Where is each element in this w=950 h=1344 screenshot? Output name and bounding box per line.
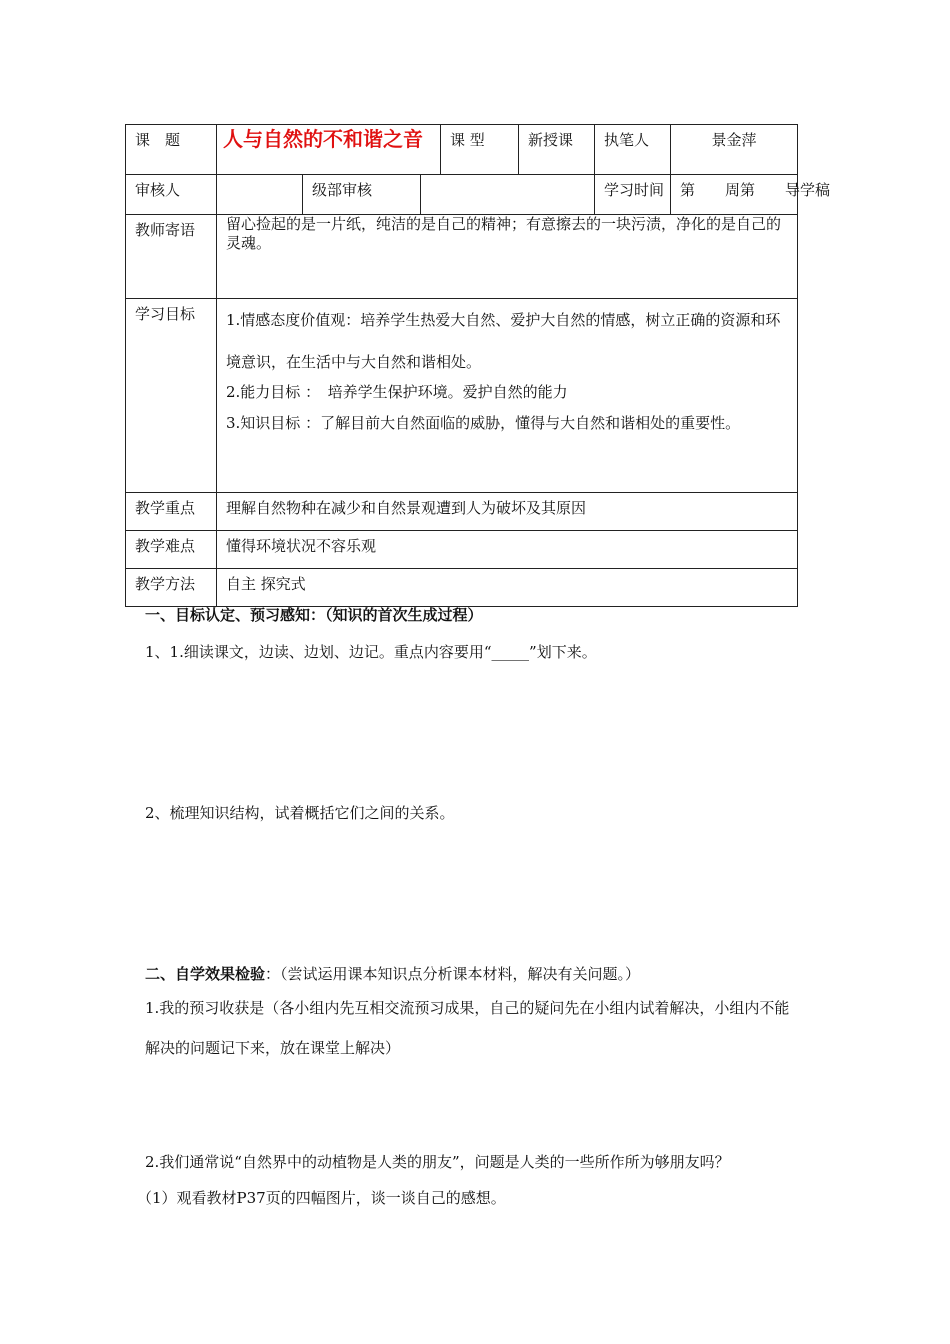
section-1-heading: 一、目标认定、预习感知：（知识的首次生成过程） [145, 606, 483, 624]
section-2-question-1: 1.我的预习收获是（各小组内先互相交流预习成果，自己的疑问先在小组内试着解决，小组内不能解决的问题记下来，放在课堂上解决） [145, 999, 790, 1057]
section-2-question-2: 2.我们通常说“自然界中的动植物是人类的朋友”，问题是人类的一些所作所为够朋友吗？ [145, 1153, 730, 1171]
dept-review-label: 级部审核 [303, 175, 421, 215]
teacher-message: 留心捡起的是一片纸，纯洁的是自己的精神；有意擦去的一块污渍，净化的是自己的灵魂。 [217, 215, 798, 299]
section-1-item-2: 2、梳理知识结构，试着概括它们之间的关系。 [145, 804, 455, 822]
section-2-heading [145, 963, 640, 984]
message-label: 教师寄语 [126, 215, 217, 299]
method-text: 自主 探究式 [217, 569, 798, 607]
reviewer-value [217, 175, 303, 215]
difficulty-label: 教学难点 [126, 531, 217, 569]
lesson-info-table [125, 124, 831, 607]
goal-2: 2.能力目标 ： 培养学生保护环境。爱护自然的能力 [226, 383, 568, 401]
author-label: 执笔人 [595, 125, 671, 175]
table-row [126, 531, 798, 569]
topic-label: 课 题 [126, 125, 217, 175]
key-points-text: 理解自然物种在减少和自然景观遭到人为破坏及其原因 [217, 493, 798, 531]
table-row [126, 125, 798, 175]
type-value: 新授课 [519, 125, 595, 175]
key-points-label: 教学重点 [126, 493, 217, 531]
method-label: 教学方法 [126, 569, 217, 607]
dept-review-value [421, 175, 595, 215]
goal-3: 3.知识目标 ：了解目前大自然面临的威胁，懂得与大自然和谐相处的重要性。 [226, 413, 741, 432]
goals-label: 学习目标 [126, 299, 217, 493]
table-row [126, 493, 798, 531]
section-1-item-1: 1、1.细读课文，边读、边划、边记。重点内容要用“_____”划下来。 [145, 643, 597, 661]
type-label: 课 型 [441, 125, 519, 175]
goal-1: 1.情感态度价值观：培养学生热爱大自然、爱护大自然的情感，树立正确的资源和环境意识，在生活中与大自然和谐相处。 [226, 311, 781, 371]
table-row [126, 175, 798, 215]
author-value: 景金萍 [671, 125, 798, 175]
learning-goals [217, 299, 798, 493]
section-2-heading-bold: 二、自学效果检验 [145, 965, 266, 983]
table-row [126, 299, 798, 493]
table-row [126, 569, 798, 607]
reviewer-label: 审核人 [126, 175, 217, 215]
study-time-value: 第 周第 导学稿 [671, 175, 798, 215]
section-2-question-2-sub: （1）观看教材P37页的四幅图片，谈一谈自己的感想。 [137, 1189, 506, 1207]
difficulty-text: 懂得环境状况不容乐观 [217, 531, 798, 569]
section-2-heading-rest: ：（尝试运用课本知识点分析课本材料，解决有关问题。） [265, 965, 641, 983]
study-time-label: 学习时间 [595, 175, 671, 215]
table-row [126, 215, 798, 299]
lesson-title: 人与自然的不和谐之音 [217, 125, 441, 175]
